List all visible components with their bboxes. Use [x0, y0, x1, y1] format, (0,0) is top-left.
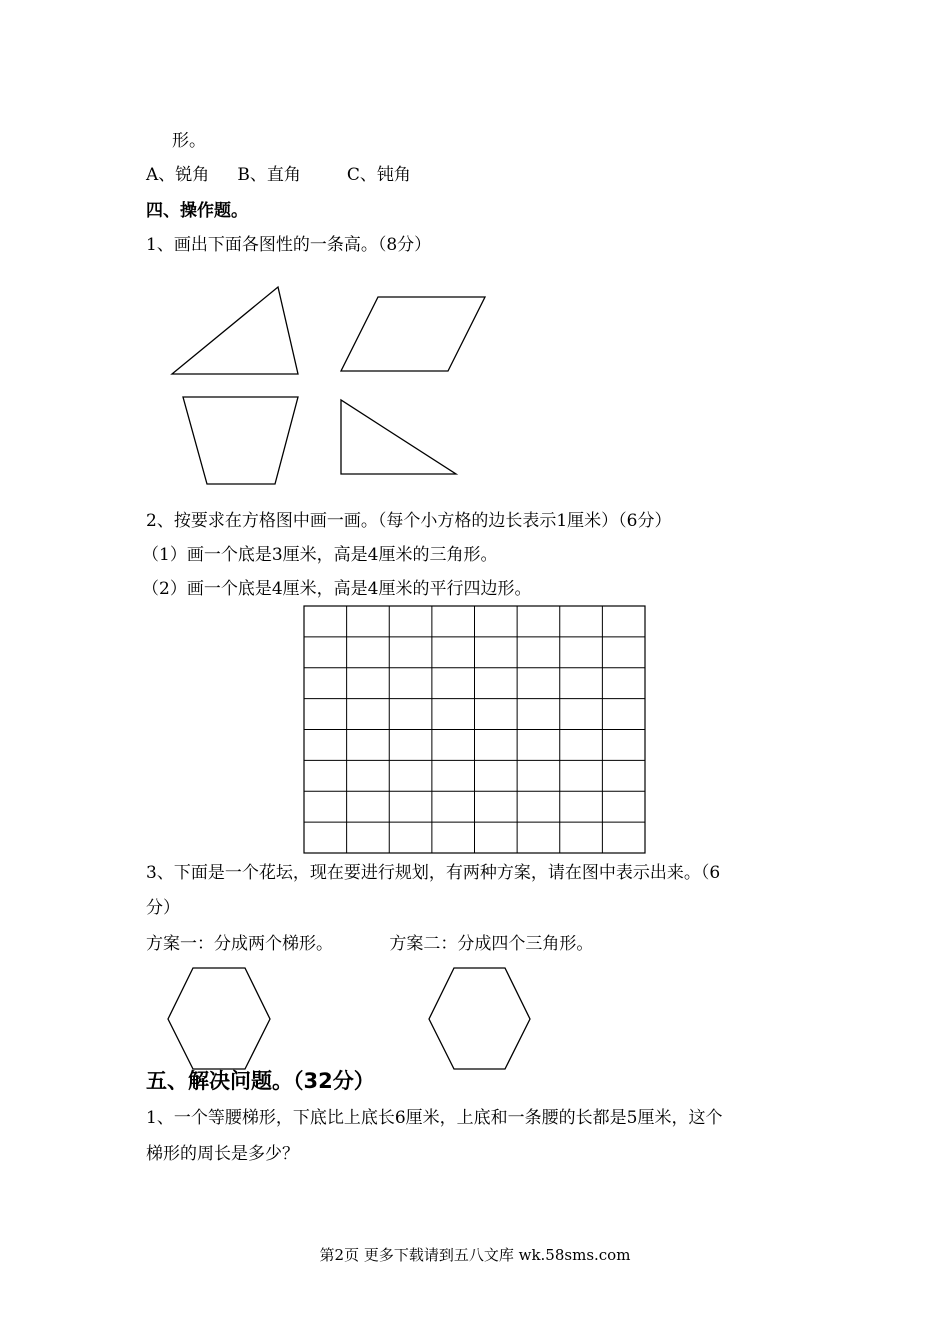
trapezoid-figure — [183, 397, 298, 484]
right-triangle-figure — [341, 400, 456, 474]
question-4-2-sub1: （1）画一个底是3厘米，高是4厘米的三角形。 — [142, 545, 498, 565]
option-a: A、锐角 — [146, 165, 210, 185]
hexagon-plan-1 — [168, 968, 270, 1069]
page-footer: 第2页 更多下载请到五八文库 wk.58sms.com — [319, 1246, 631, 1264]
section5-title: 五、解决问题。（32分） — [146, 1069, 375, 1093]
option-c: C、钝角 — [346, 165, 411, 185]
question-4-2-sub2: （2）画一个底是4厘米，高是4厘米的平行四边形。 — [142, 579, 532, 599]
square-grid[interactable] — [304, 606, 645, 853]
plan-1-label: 方案一：分成两个梯形。 — [146, 934, 333, 954]
section4-title: 四、操作题。 — [146, 201, 248, 221]
question-4-2: 2、按要求在方格图中画一画。（每个小方格的边长表示1厘米）（6分） — [146, 511, 672, 531]
question-5-1-line1: 1、一个等腰梯形，下底比上底长6厘米，上底和一条腰的长都是5厘米，这个 — [146, 1108, 723, 1128]
triangle-figure — [172, 287, 298, 374]
plan-labels — [146, 929, 593, 954]
option-b: B、直角 — [237, 165, 301, 185]
continuation-text: 形。 — [172, 131, 206, 151]
plan-2-label: 方案二：分成四个三角形。 — [389, 934, 594, 954]
parallelogram-figure — [341, 297, 485, 371]
hexagon-plan-2 — [429, 968, 530, 1069]
question-5-1-line2: 梯形的周长是多少？ — [146, 1144, 299, 1164]
question-4-3-line2: 分） — [146, 898, 180, 918]
question-4-3-line1: 3、下面是一个花坛，现在要进行规划，有两种方案，请在图中表示出来。（6 — [146, 863, 721, 883]
question-4-1: 1、画出下面各图性的一条高。（8分） — [146, 235, 432, 255]
